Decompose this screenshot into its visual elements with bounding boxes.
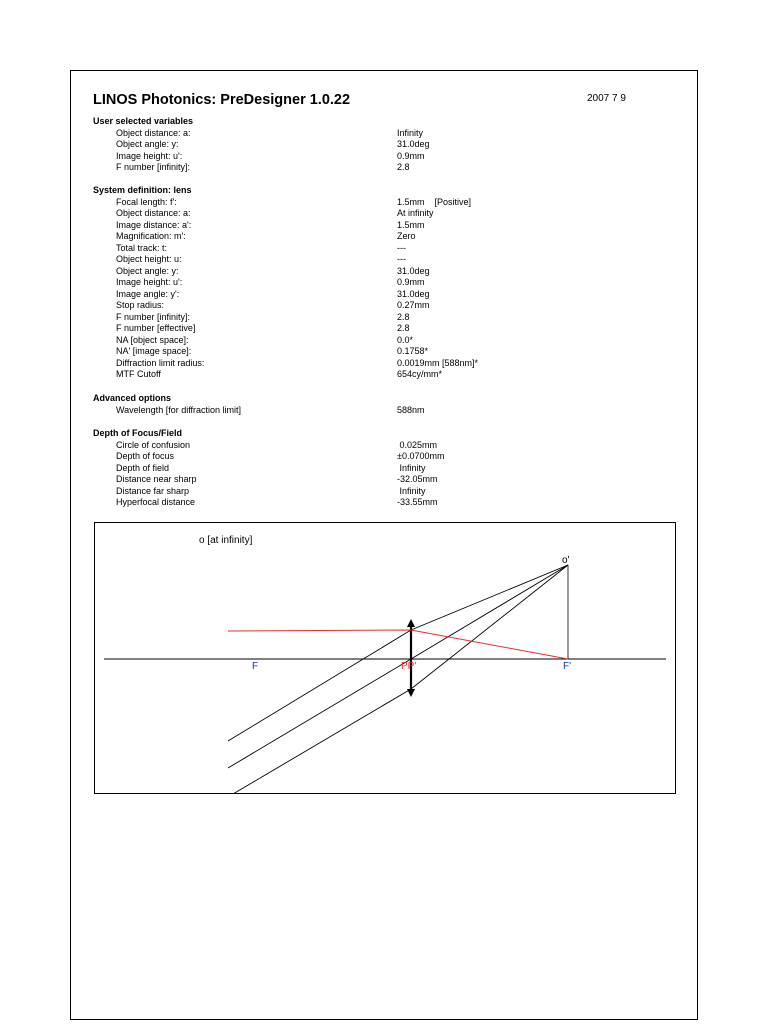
section-heading: User selected variables xyxy=(93,116,194,126)
parameter-label: F number [infinity]: xyxy=(116,162,191,172)
parameter-label: F number [effective] xyxy=(116,323,196,333)
parameter-value: 0.0019mm [588nm]* xyxy=(397,357,479,368)
parameter-label: Depth of field xyxy=(116,462,170,473)
parameter-label: Image height: u': xyxy=(116,277,183,287)
principal-planes-label: PP' xyxy=(401,661,417,672)
field-ray-lower xyxy=(233,565,568,794)
parameter-value: 0.27mm xyxy=(397,300,430,310)
optical-diagram-svg xyxy=(95,523,676,794)
parameter-value: Zero xyxy=(397,231,416,241)
system-definition-section xyxy=(93,185,479,381)
parameter-label: Object angle: y: xyxy=(116,139,179,149)
parameter-label: Focal length: f': xyxy=(116,196,177,207)
parameter-value: 2.8 xyxy=(397,323,410,333)
parameter-label: Image height: u': xyxy=(116,150,183,161)
parameter-value: At infinity xyxy=(397,208,434,218)
parameter-value: Infinity xyxy=(397,127,424,138)
parameter-label: NA [object space]: xyxy=(116,334,189,345)
parameter-value: 2.8 xyxy=(397,162,410,172)
parameter-value: 1.5mm [Positive] xyxy=(397,196,472,207)
parameter-row xyxy=(93,404,425,417)
parameter-value: 0.0* xyxy=(397,334,414,345)
parameter-value: 31.0deg xyxy=(397,265,430,276)
parameter-row xyxy=(93,265,430,278)
parameter-label: Stop radius: xyxy=(116,300,165,310)
parameter-row xyxy=(93,311,410,324)
parameter-label: MTF Cutoff xyxy=(116,369,161,379)
marginal-ray xyxy=(228,630,568,659)
parameter-row xyxy=(93,208,434,220)
parameter-label: Circle of confusion xyxy=(116,439,191,450)
parameter-value: 1.5mm xyxy=(397,219,425,230)
parameter-label: Diffraction limit radius: xyxy=(116,357,205,368)
parameter-row xyxy=(93,277,425,289)
parameter-value: Infinity xyxy=(397,485,426,496)
parameter-value: 31.0deg xyxy=(397,139,430,149)
section-heading: Depth of Focus/Field xyxy=(93,428,182,438)
advanced-options-section xyxy=(93,393,425,416)
parameter-label: Magnification: m': xyxy=(116,231,186,241)
parameter-value: 588nm xyxy=(397,404,425,415)
parameter-value: -33.55mm xyxy=(397,497,438,507)
parameter-label: Total track: t: xyxy=(116,242,168,253)
parameter-value: 0.9mm xyxy=(397,150,425,161)
parameter-row xyxy=(93,323,410,335)
parameter-value: 2.8 xyxy=(397,311,410,322)
field-ray-upper xyxy=(228,565,568,741)
parameter-label: Image distance: a': xyxy=(116,219,192,230)
parameter-row xyxy=(93,357,479,370)
parameter-value: --- xyxy=(397,242,406,253)
front-focus-label: F xyxy=(252,661,259,672)
parameter-label: Object distance: a: xyxy=(116,208,191,218)
lens-top-arrow xyxy=(407,619,415,627)
parameter-row xyxy=(93,474,438,486)
back-focus-label: F' xyxy=(563,661,572,672)
parameter-label: NA' [image space]: xyxy=(116,346,192,356)
parameter-value: 0.025mm xyxy=(397,439,438,450)
parameter-row xyxy=(93,231,416,243)
parameter-row xyxy=(93,439,438,452)
parameter-row xyxy=(93,127,424,140)
section-heading: Advanced options xyxy=(93,393,172,403)
parameter-value: ±0.0700mm xyxy=(397,451,445,461)
parameter-value: -32.05mm xyxy=(397,474,438,484)
parameter-row xyxy=(93,462,426,475)
image-point-label: o' xyxy=(562,555,570,566)
page-title: LINOS Photonics: PreDesigner 1.0.22 xyxy=(93,92,351,108)
parameter-label: Object height: u: xyxy=(116,254,182,264)
parameter-row xyxy=(93,150,425,163)
parameter-row xyxy=(93,369,443,381)
parameter-row xyxy=(93,254,406,266)
parameter-value: --- xyxy=(397,254,406,264)
parameter-label: Wavelength [for diffraction limit] xyxy=(116,404,242,415)
parameter-value: 31.0deg xyxy=(397,288,430,299)
parameter-value: 0.9mm xyxy=(397,277,425,287)
parameter-row xyxy=(93,300,430,312)
parameter-row xyxy=(93,334,414,347)
parameter-row xyxy=(93,485,426,498)
parameter-row xyxy=(93,242,406,255)
depth-of-focus-section xyxy=(93,428,445,509)
parameter-row xyxy=(93,346,429,358)
parameter-row xyxy=(93,288,430,301)
user-selected-variables-section xyxy=(93,116,430,174)
parameter-value: Infinity xyxy=(397,462,426,473)
parameter-row xyxy=(93,162,410,174)
optical-diagram xyxy=(94,522,676,794)
parameter-row xyxy=(93,196,472,209)
parameter-value: 654cy/mm* xyxy=(397,369,443,379)
parameter-row xyxy=(93,451,445,463)
field-ray-chief xyxy=(228,565,568,768)
report-date: 2007 7 9 xyxy=(587,93,626,104)
parameter-label: Distance near sharp xyxy=(116,474,197,484)
parameter-row xyxy=(93,219,425,232)
parameter-label: Hyperfocal distance xyxy=(116,497,196,507)
parameter-label: Object distance: a: xyxy=(116,127,191,138)
parameter-label: F number [infinity]: xyxy=(116,311,191,322)
section-heading: System definition: lens xyxy=(93,185,192,195)
parameter-label: Depth of focus xyxy=(116,451,175,461)
parameter-row xyxy=(93,497,438,509)
parameter-label: Distance far sharp xyxy=(116,485,190,496)
object-label: o [at infinity] xyxy=(199,535,253,546)
parameter-label: Image angle: y': xyxy=(116,288,180,299)
parameter-label: Object angle: y: xyxy=(116,265,179,276)
parameter-value: 0.1758* xyxy=(397,346,429,356)
parameter-row xyxy=(93,139,430,151)
